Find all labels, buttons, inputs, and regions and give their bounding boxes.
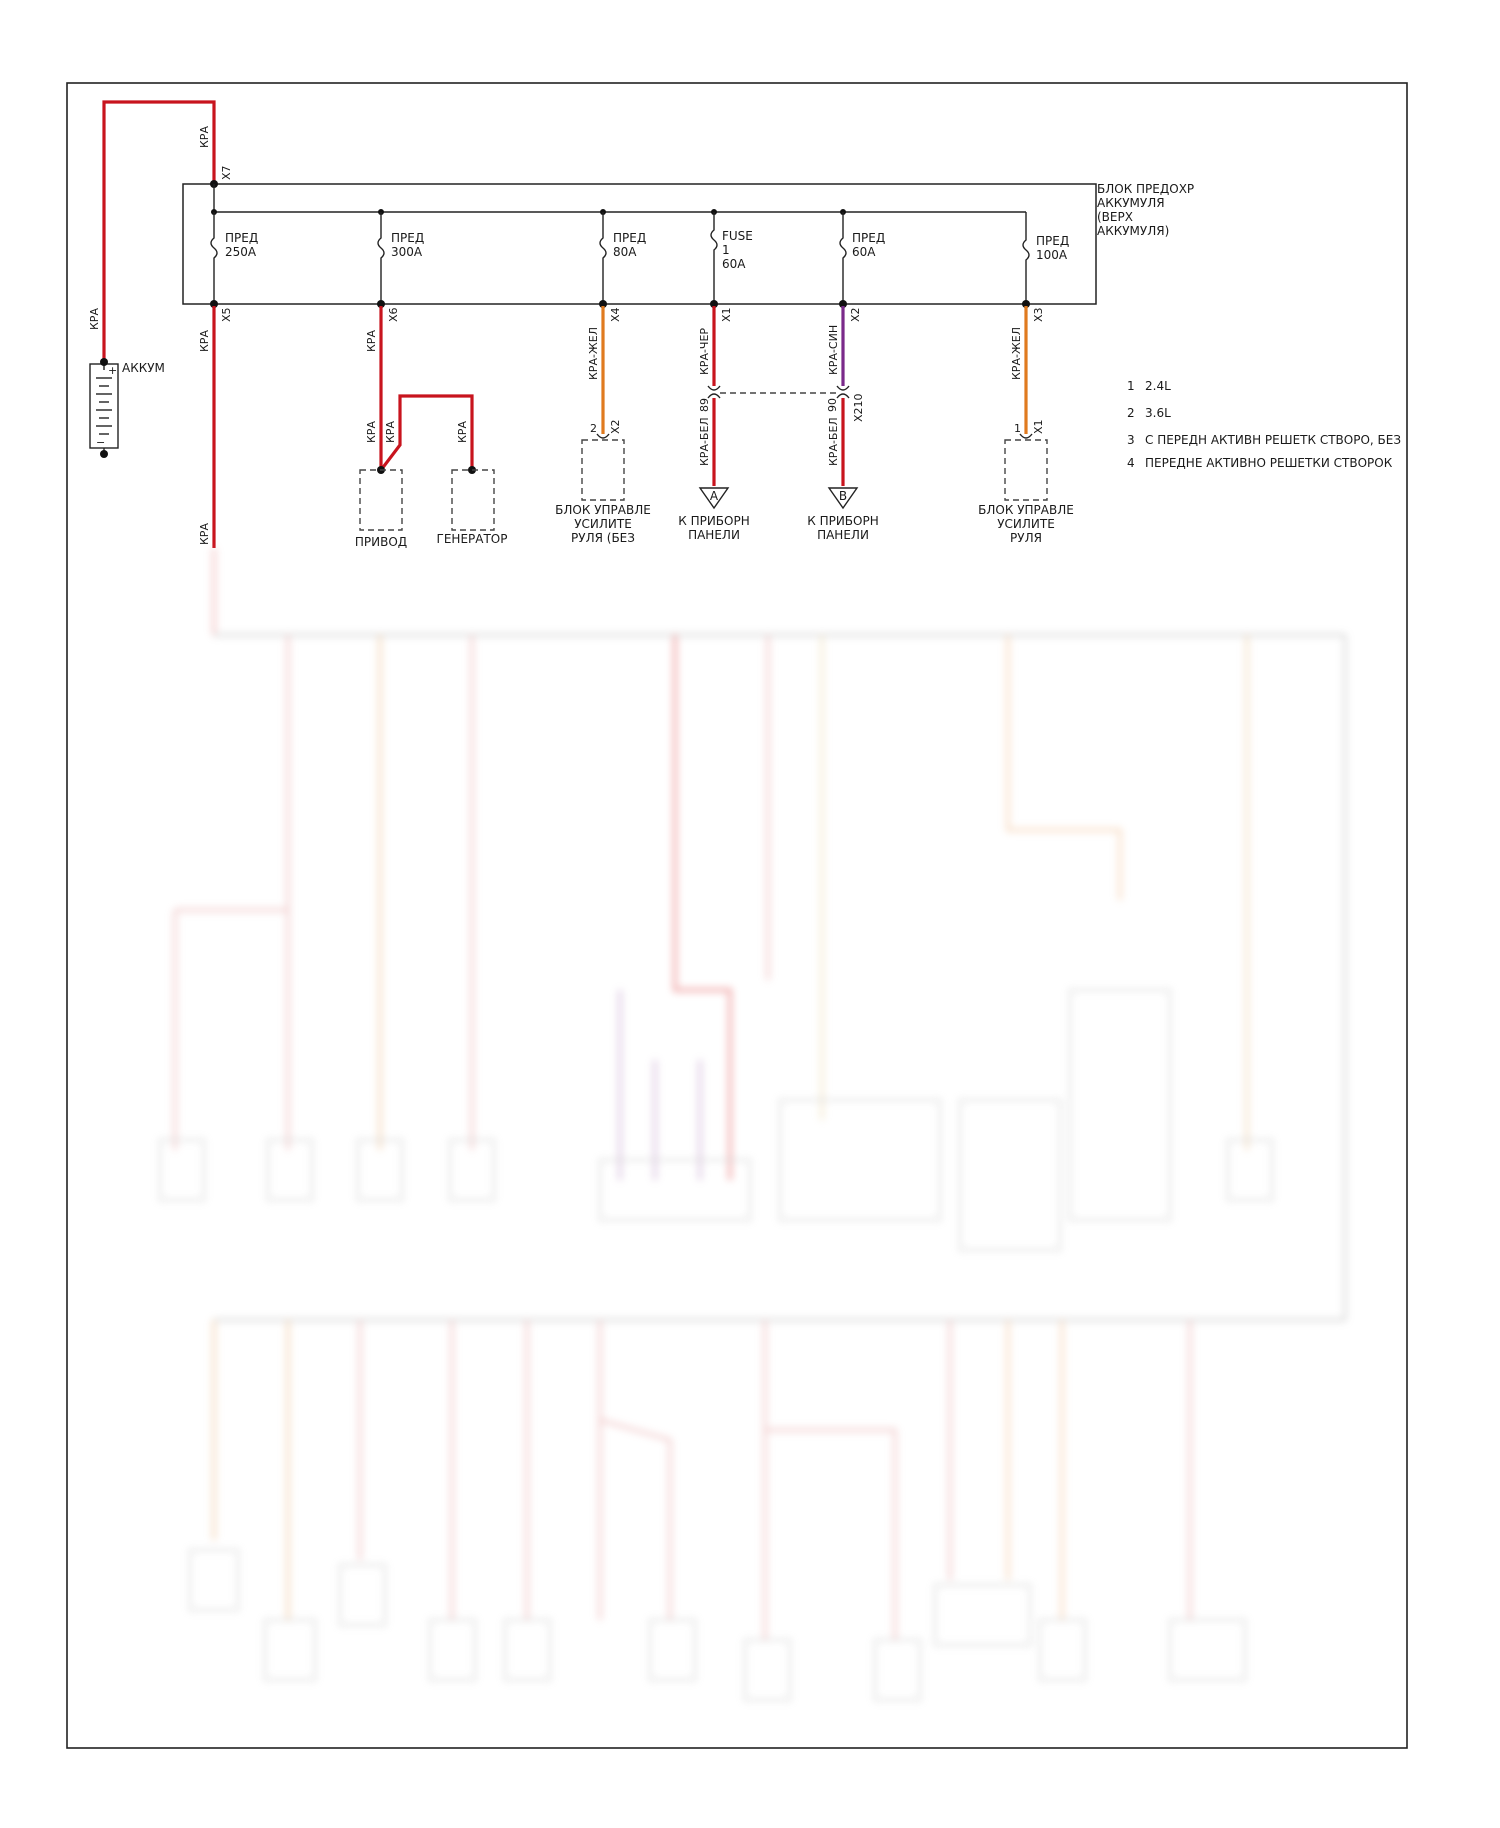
fuse-block-title-2: АККУМУЛЯ — [1097, 196, 1165, 210]
blurred-lower-diagram — [160, 548, 1345, 1700]
wire-label-x3: КРА-ЖЕЛ — [1010, 326, 1023, 380]
wire-label-x5-lower: КРА — [198, 523, 211, 545]
starter-component — [360, 470, 402, 530]
fuse-80a-rating: 80A — [613, 245, 637, 259]
wire-label-x1: КРА-ЧЕР — [698, 327, 711, 375]
ip-a-connector-top — [708, 386, 720, 390]
battery-label: АККУМ — [122, 361, 165, 375]
fuse-300a-rating: 300A — [391, 245, 423, 259]
fuse-60a-name: ПРЕД — [852, 231, 886, 245]
legend-num-3: 3 — [1127, 433, 1135, 447]
legend-text-4: ПЕРЕДНЕ АКТИВНО РЕШЕТКИ СТВОРОК — [1145, 456, 1393, 470]
fuse-100a-rating: 100A — [1036, 248, 1068, 262]
battery-minus: − — [96, 436, 106, 449]
eps-right-connector: X1 — [1032, 419, 1045, 434]
fuse-1-number: 1 — [722, 243, 730, 257]
eps-left-label-1: БЛОК УПРАВЛЕ — [555, 503, 651, 517]
ip-b-symbol: B — [838, 489, 848, 503]
eps-left-label-3: РУЛЯ (БЕЗ — [571, 531, 635, 545]
wire-label-starter-b: КРА — [384, 421, 397, 443]
wire-label-starter-a: КРА — [365, 421, 378, 443]
fuse-block-title-1: БЛОК ПРЕДОХР — [1097, 182, 1195, 196]
ip-a-symbol: A — [709, 489, 719, 503]
fuse-100a-name: ПРЕД — [1036, 234, 1070, 248]
legend-num-2: 2 — [1127, 406, 1135, 420]
fuse-block-title-3: (ВЕРХ — [1097, 210, 1133, 224]
wire-label-x2: КРА-СИН — [827, 324, 840, 375]
connector-x6: X6 — [387, 307, 400, 322]
eps-left-component — [582, 440, 624, 500]
wire-label-x5: КРА — [198, 330, 211, 352]
fuse-250a-name: ПРЕД — [225, 231, 259, 245]
fuse-250a-rating: 250A — [225, 245, 257, 259]
wire-label-x6: КРА — [365, 330, 378, 352]
fuse-80a-name: ПРЕД — [613, 231, 647, 245]
generator-label: ГЕНЕРАТОР — [436, 532, 508, 546]
wire-label-generator: КРА — [456, 421, 469, 443]
ip-b-label-1: К ПРИБОРН — [807, 514, 879, 528]
fuse-300a-name: ПРЕД — [391, 231, 425, 245]
legend-text-1: 2.4L — [1145, 379, 1171, 393]
eps-left-connector-icon — [597, 434, 609, 438]
connector-x5: X5 — [220, 307, 233, 322]
wire-label-x4: КРА-ЖЕЛ — [587, 326, 600, 380]
wire-label-main-in: КРА — [198, 126, 211, 148]
fuse-1-rating: 60A — [722, 257, 746, 271]
ip-b-pin: 90 — [826, 398, 839, 412]
eps-right-label-1: БЛОК УПРАВЛЕ — [978, 503, 1074, 517]
ip-a-label-1: К ПРИБОРН — [678, 514, 750, 528]
ip-b-connector-bottom — [837, 394, 849, 398]
ip-a-label-2: ПАНЕЛИ — [688, 528, 740, 542]
fuse-80a — [599, 209, 607, 308]
fuse-60a — [839, 209, 847, 308]
ip-a-connector-bottom — [708, 394, 720, 398]
legend-text-2: 3.6L — [1145, 406, 1171, 420]
starter-label: ПРИВОД — [354, 535, 408, 549]
legend-num-4: 4 — [1127, 456, 1135, 470]
ip-a-pin: 89 — [698, 398, 711, 412]
fuse-1-name: FUSE — [722, 229, 753, 243]
wire-label-ip-a: КРА-БЕЛ — [698, 417, 711, 466]
eps-right-connector-icon — [1020, 434, 1032, 438]
connector-x4: X4 — [609, 307, 622, 322]
diagram-frame — [67, 83, 1407, 1748]
connector-x1: X1 — [720, 307, 733, 322]
ip-b-label-2: ПАНЕЛИ — [817, 528, 869, 542]
wire-label-ip-b: КРА-БЕЛ — [827, 417, 840, 466]
connector-x3: X3 — [1032, 307, 1045, 322]
fuse-block-title-4: АККУМУЛЯ) — [1097, 224, 1170, 238]
generator-component — [452, 470, 494, 530]
eps-right-component — [1005, 440, 1047, 500]
eps-right-label-2: УСИЛИТЕ — [997, 517, 1055, 531]
ip-b-connector: X210 — [852, 393, 865, 422]
eps-left-connector: X2 — [609, 419, 622, 434]
fuse-1-60a — [710, 209, 718, 308]
eps-left-label-2: УСИЛИТЕ — [574, 517, 632, 531]
fuse-250a — [210, 209, 218, 308]
eps-right-pin: 1 — [1014, 422, 1021, 435]
eps-left-pin: 2 — [590, 422, 597, 435]
ip-b-connector-top — [837, 386, 849, 390]
battery-plus: + — [108, 364, 118, 377]
connector-x7: X7 — [220, 165, 233, 180]
fuse-300a — [377, 209, 385, 308]
fuse-60a-rating: 60A — [852, 245, 876, 259]
legend-text-3: С ПЕРЕДН АКТИВН РЕШЕТК СТВОРО, БЕЗ — [1145, 433, 1402, 447]
connector-x2: X2 — [849, 307, 862, 322]
fuse-100a — [1022, 212, 1030, 308]
legend-num-1: 1 — [1127, 379, 1135, 393]
eps-right-label-3: РУЛЯ — [1010, 531, 1042, 545]
wire-label-battery-out: КРА — [88, 308, 101, 330]
